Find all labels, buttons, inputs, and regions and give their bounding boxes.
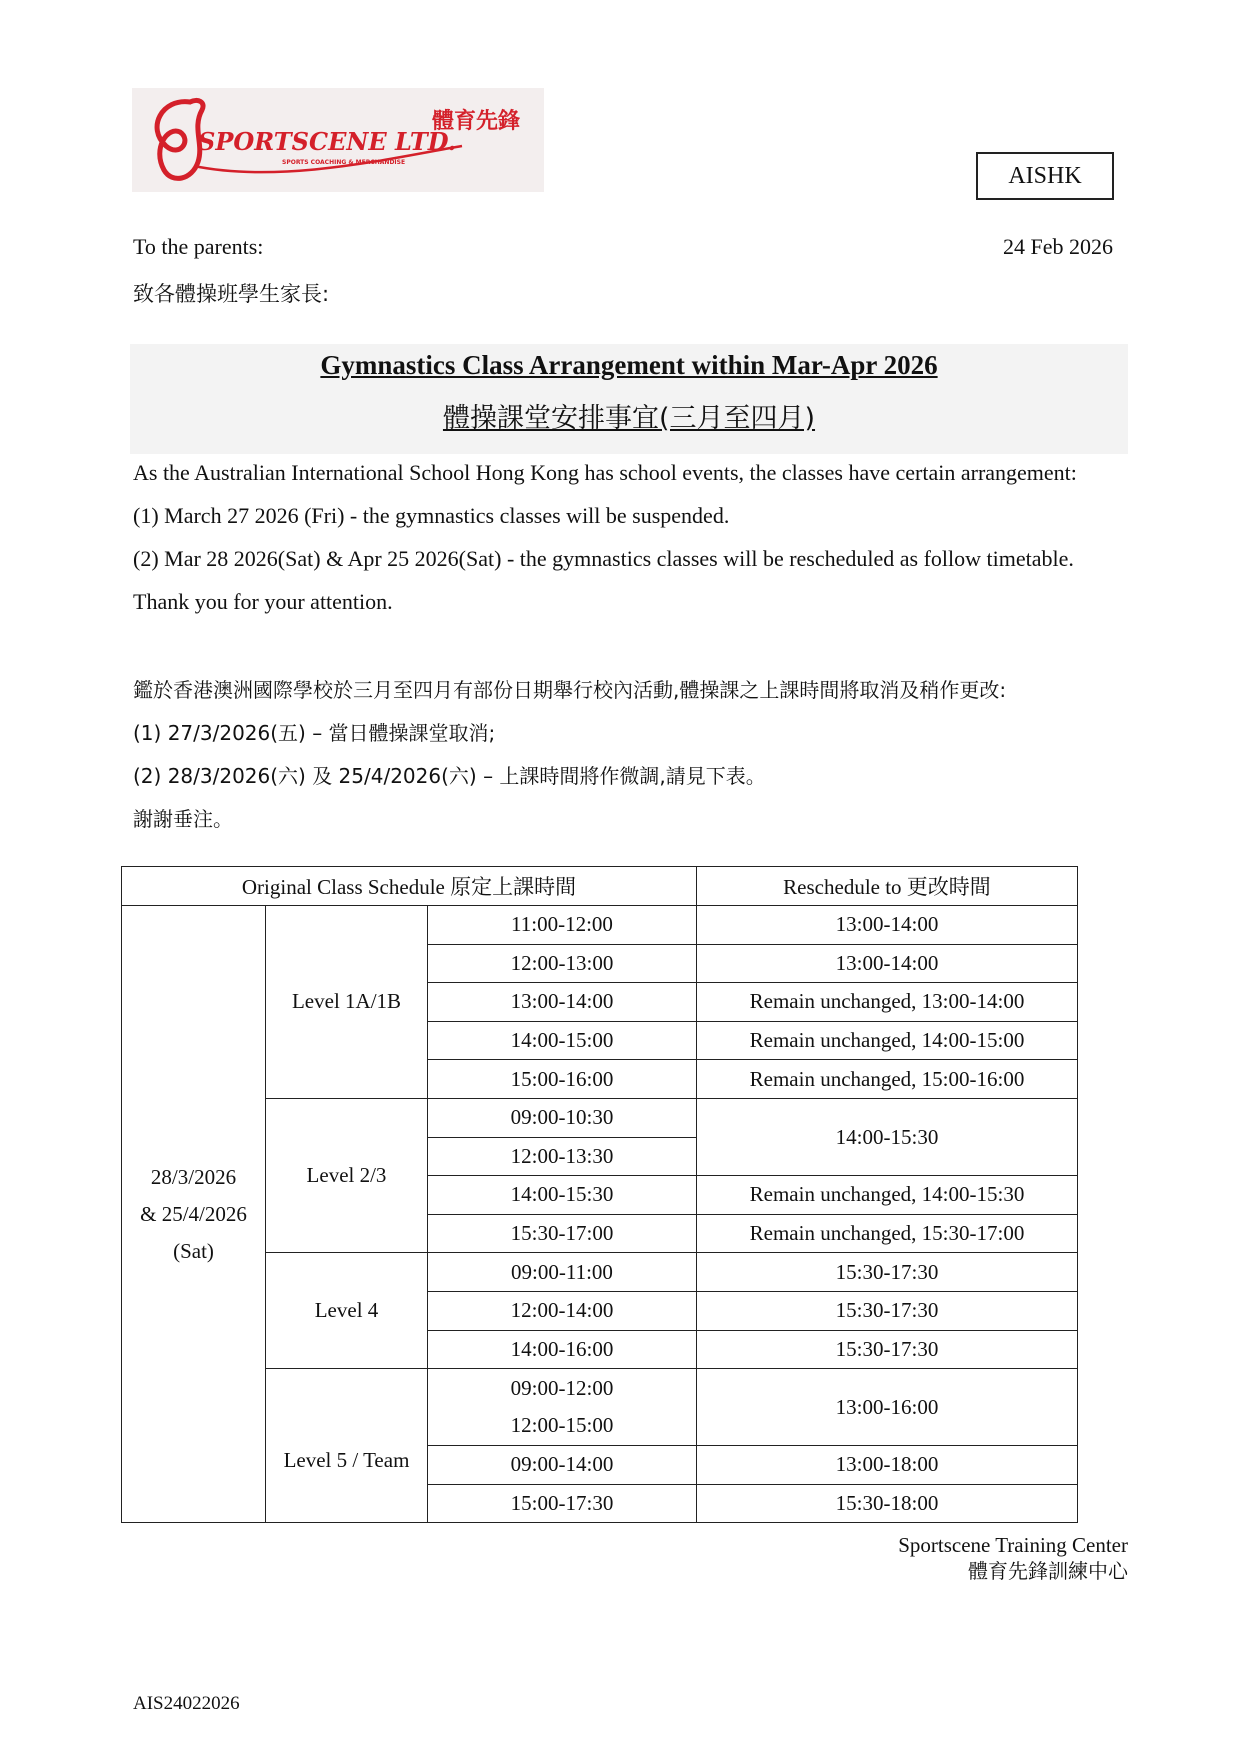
company-logo [132, 88, 544, 192]
original-time: 09:00-10:30 [428, 1098, 697, 1137]
table-row [122, 906, 1078, 945]
body-zh-line-3: (2) 28/3/2026(六) 及 25/4/2026(六) – 上課時間將作微調,請見下表。 [133, 764, 766, 788]
logo-company-text: SPORTSCENE LTD. [198, 127, 457, 156]
level-cell: Level 1A/1B [266, 906, 428, 1099]
school-code-box: AISHK [976, 152, 1114, 200]
header-original: Original Class Schedule 原定上課時間 [122, 867, 697, 906]
original-time: 12:00-14:00 [428, 1291, 697, 1330]
original-time: 09:00-14:00 [428, 1446, 697, 1485]
title-zh: 體操課堂安排事宜(三月至四月) [442, 403, 816, 434]
reschedule-time: 15:30-17:30 [697, 1291, 1078, 1330]
original-time: 12:00-13:30 [428, 1137, 697, 1176]
logo-cjk-text: 體育先鋒 [432, 109, 521, 134]
original-time: 15:00-16:00 [428, 1060, 697, 1099]
date-line-3: (Sat) [173, 1238, 214, 1263]
table-row [122, 1253, 1078, 1292]
letter-date: 24 Feb 2026 [1003, 234, 1113, 259]
reschedule-time: 13:00-18:00 [697, 1446, 1078, 1485]
reschedule-time: 13:00-14:00 [697, 944, 1078, 983]
body-zh-line-1: 鑑於香港澳洲國際學校於三月至四月有部份日期舉行校內活動,體操課之上課時間將取消及稍作更改: [133, 678, 1007, 702]
body-en-line-3: (2) Mar 28 2026(Sat) & Apr 25 2026(Sat) - the gymnastics classes will be rescheduled as follow timetable. [133, 546, 1074, 571]
body-en-line-1: As the Australian International School Hong Kong has school events, the classes have certain arrangement: [133, 460, 1077, 485]
original-time: 09:00-12:00 [510, 1376, 614, 1401]
body-en-line-2: (1) March 27 2026 (Fri) - the gymnastics classes will be suspended. [133, 503, 730, 528]
logo-tagline: SPORTS COACHING & MERCHANDISE [282, 159, 406, 166]
table-row [122, 1098, 1078, 1137]
original-time: 12:00-15:00 [510, 1413, 614, 1438]
reschedule-time: Remain unchanged, 14:00-15:00 [697, 1021, 1078, 1060]
reschedule-time: 15:30-17:30 [697, 1253, 1078, 1292]
reschedule-time: Remain unchanged, 15:30-17:00 [697, 1214, 1078, 1253]
reschedule-time: Remain unchanged, 13:00-14:00 [697, 983, 1078, 1022]
original-time: 14:00-15:30 [428, 1176, 697, 1215]
level-cell: Level 2/3 [266, 1098, 428, 1252]
original-time: 15:00-17:30 [428, 1484, 697, 1523]
footer-reference: AIS24022026 [133, 1693, 240, 1714]
original-time: 14:00-16:00 [428, 1330, 697, 1369]
reschedule-time: 15:30-18:00 [697, 1484, 1078, 1523]
original-time: 13:00-14:00 [428, 983, 697, 1022]
date-cell [122, 906, 266, 1523]
date-line-2: & 25/4/2026 [140, 1201, 247, 1226]
body-en-line-4: Thank you for your attention. [133, 589, 393, 614]
original-time: 12:00-13:00 [428, 944, 697, 983]
title-en: Gymnastics Class Arrangement within Mar-Apr 2026 [320, 350, 938, 380]
signature-en: Sportscene Training Center [898, 1533, 1128, 1557]
table-row [122, 1369, 1078, 1446]
original-time-merged [428, 1369, 697, 1446]
level-cell: Level 5 / Team [266, 1369, 428, 1523]
original-time: 11:00-12:00 [428, 906, 697, 945]
header-reschedule: Reschedule to 更改時間 [697, 867, 1078, 906]
greeting-en: To the parents: [133, 234, 264, 259]
schedule-table [121, 866, 1078, 1523]
signature-zh: 體育先鋒訓練中心 [968, 1559, 1128, 1583]
original-time: 15:30-17:00 [428, 1214, 697, 1253]
body-zh-line-2: (1) 27/3/2026(五) – 當日體操課堂取消; [133, 721, 496, 745]
reschedule-time: 13:00-16:00 [697, 1369, 1078, 1446]
date-line-1: 28/3/2026 [150, 1164, 237, 1189]
reschedule-time: 15:30-17:30 [697, 1330, 1078, 1369]
reschedule-time: Remain unchanged, 15:00-16:00 [697, 1060, 1078, 1099]
reschedule-time: 14:00-15:30 [697, 1098, 1078, 1175]
level-cell: Level 4 [266, 1253, 428, 1369]
original-time: 09:00-11:00 [428, 1253, 697, 1292]
original-time: 14:00-15:00 [428, 1021, 697, 1060]
reschedule-time: Remain unchanged, 14:00-15:30 [697, 1176, 1078, 1215]
body-zh-line-4: 謝謝垂注。 [133, 807, 233, 831]
table-header-row [122, 867, 1078, 906]
greeting-zh: 致各體操班學生家長: [133, 282, 330, 306]
reschedule-time: 13:00-14:00 [697, 906, 1078, 945]
